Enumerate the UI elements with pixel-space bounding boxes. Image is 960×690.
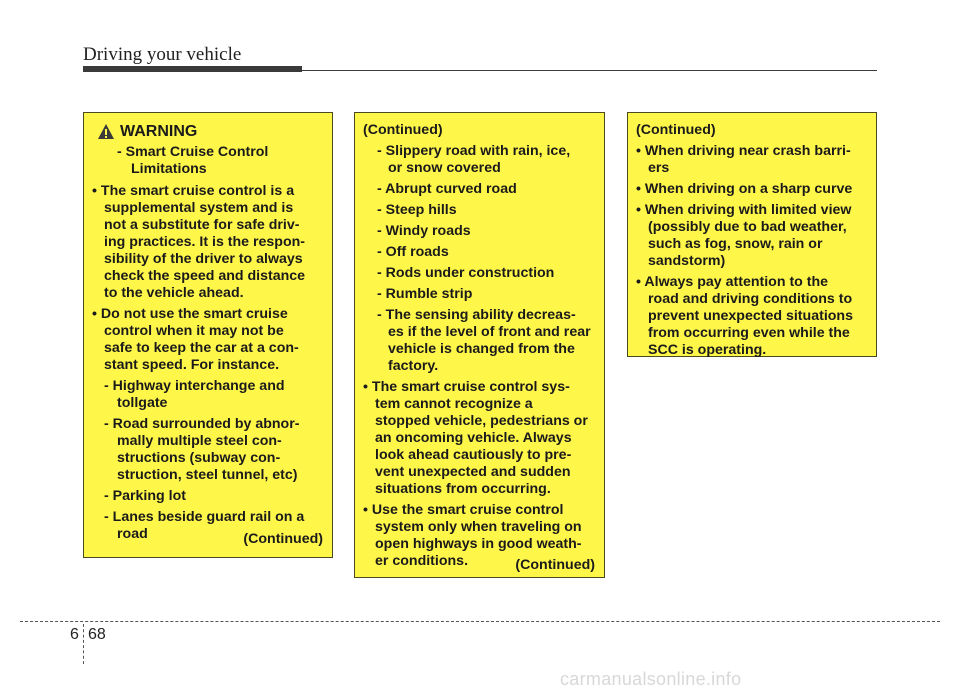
bullet-line: control when it may not be — [104, 323, 284, 339]
bullet-line: system only when traveling on — [375, 519, 582, 535]
footer-rule — [20, 621, 940, 622]
continued-label: (Continued) — [363, 122, 443, 138]
bullet-line: (possibly due to bad weather, — [648, 219, 847, 235]
dash-line: - Parking lot — [104, 488, 186, 504]
bullet-line: • Use the smart cruise control — [363, 502, 564, 518]
bullet-line: • The smart cruise control is a — [92, 183, 295, 199]
bullet-line: not a substitute for safe driv- — [104, 217, 300, 233]
dash-line: - Rumble strip — [377, 286, 473, 302]
dash-line: mally multiple steel con- — [117, 433, 282, 449]
continued-box — [354, 112, 605, 578]
dash-line: es if the level of front and rear — [388, 324, 591, 340]
bullet-line: ing practices. It is the respon- — [104, 234, 306, 250]
dash-line: - Steep hills — [377, 202, 457, 218]
sub-heading-line: - Smart Cruise Control — [117, 144, 269, 160]
dash-line: or snow covered — [388, 160, 501, 176]
bullet-line: supplemental system and is — [104, 200, 294, 216]
continued-label: (Continued) — [243, 531, 323, 547]
dash-line: structions (subway con- — [117, 450, 281, 466]
chapter-number: 6 — [70, 626, 79, 643]
bullet-line: • When driving with limited view — [636, 202, 852, 218]
continued-label: (Continued) — [515, 557, 595, 573]
bullet-line: stopped vehicle, pedestrians or — [375, 413, 588, 429]
bullet-line: check the speed and distance — [104, 268, 306, 284]
dash-line: - Slippery road with rain, ice, — [377, 143, 571, 159]
dash-line: - Lanes beside guard rail on a — [104, 509, 305, 525]
continued-box — [627, 112, 877, 357]
dash-line: tollgate — [117, 395, 168, 411]
bullet-line: • Always pay attention to the — [636, 274, 829, 290]
bullet-line: SCC is operating. — [648, 342, 767, 358]
page-number: 68 — [88, 626, 106, 643]
page-header-title: Driving your vehicle — [83, 44, 242, 65]
bullet-line: tem cannot recognize a — [375, 396, 533, 412]
warning-heading: WARNING — [120, 123, 198, 140]
bullet-line: • The smart cruise control sys- — [363, 379, 570, 395]
dash-line: vehicle is changed from the — [388, 341, 575, 357]
dash-line: - The sensing ability decreas- — [377, 307, 576, 323]
dash-line: struction, steel tunnel, etc) — [117, 467, 298, 483]
bullet-line: open highways in good weath- — [375, 536, 582, 552]
bullet-line: sibility of the driver to always — [104, 251, 303, 267]
bullet-line: road and driving conditions to — [648, 291, 853, 307]
dash-line: - Abrupt curved road — [377, 181, 517, 197]
continued-label: (Continued) — [636, 122, 716, 138]
bullet-line: vent unexpected and sudden — [375, 464, 571, 480]
dash-line: - Highway interchange and — [104, 378, 285, 394]
footer-divider — [83, 624, 84, 664]
bullet-line: situations from occurring. — [375, 481, 551, 497]
dash-line: - Road surrounded by abnor- — [104, 416, 300, 432]
header-rule — [302, 70, 877, 71]
bullet-line: such as fog, snow, rain or — [648, 236, 823, 252]
bullet-line: er conditions. — [375, 553, 469, 569]
bullet-line: look ahead cautiously to pre- — [375, 447, 572, 463]
bullet-line: ers — [648, 160, 670, 176]
watermark: carmanualsonline.info — [560, 669, 742, 689]
warning-triangle-icon — [97, 123, 115, 140]
dash-line: road — [117, 526, 148, 542]
bullet-line: stant speed. For instance. — [104, 357, 280, 373]
dash-line: - Off roads — [377, 244, 449, 260]
header-bar — [83, 66, 302, 72]
bullet-line: • When driving on a sharp curve — [636, 181, 853, 197]
bullet-line: • Do not use the smart cruise — [92, 306, 288, 322]
bullet-line: from occurring even while the — [648, 325, 850, 341]
bullet-line: sandstorm) — [648, 253, 726, 269]
dash-line: - Rods under construction — [377, 265, 555, 281]
bullet-line: to the vehicle ahead. — [104, 285, 244, 301]
bullet-line: • When driving near crash barri- — [636, 143, 851, 159]
dash-line: - Windy roads — [377, 223, 471, 239]
bullet-line: safe to keep the car at a con- — [104, 340, 299, 356]
sub-heading-line: Limitations — [131, 161, 207, 177]
warning-box — [83, 112, 333, 558]
bullet-line: prevent unexpected situations — [648, 308, 853, 324]
dash-line: factory. — [388, 358, 439, 374]
bullet-line: an oncoming vehicle. Always — [375, 430, 572, 446]
